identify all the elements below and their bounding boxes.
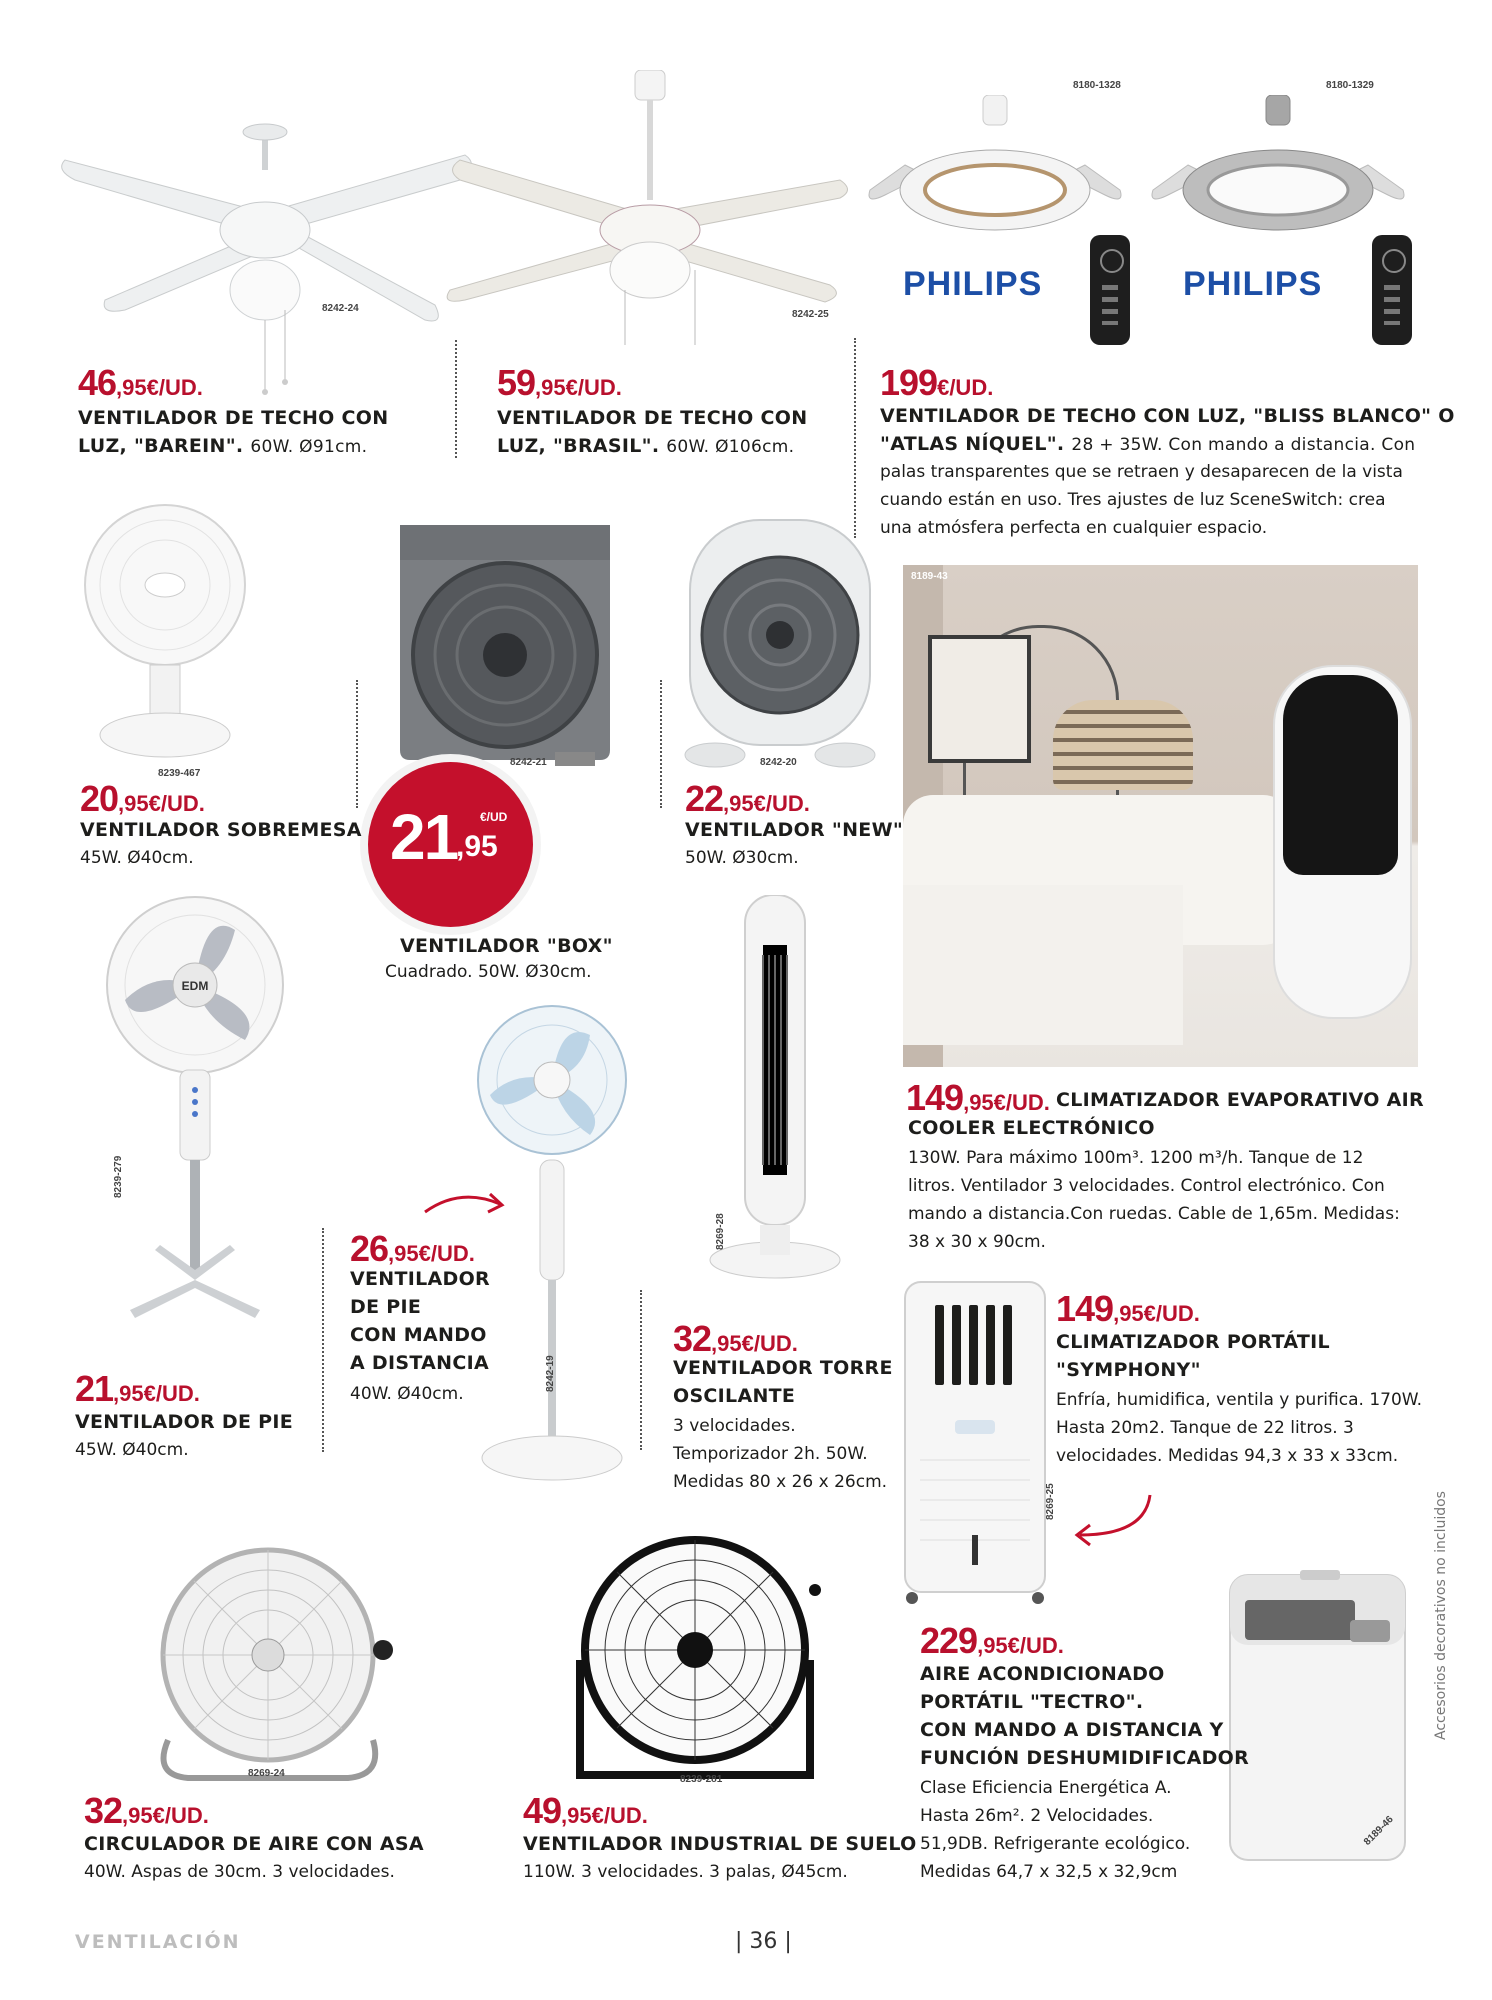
price-pie-edm: 21,95€/UD. bbox=[75, 1368, 200, 1409]
tower-fan-image bbox=[705, 895, 845, 1285]
title-industrial: VENTILADOR INDUSTRIAL DE SUELO bbox=[523, 1833, 917, 1855]
price-barein: 46,95€/UD. bbox=[78, 362, 203, 403]
product-code: 8242-19 bbox=[545, 1355, 556, 1392]
price-sobremesa: 20,95€/UD. bbox=[80, 778, 205, 819]
desc-bliss: palas transparentes que se retraen y desaparecen de la vista cuando están en uso. Tres ajustes de luz SceneSwitch: crea una atmósfera perfecta en cualquier espacio. bbox=[880, 462, 1403, 538]
product-code: 8242-25 bbox=[792, 309, 829, 320]
industrial-floor-fan-image bbox=[560, 1530, 830, 1790]
price-tectro: 229,95€/UD. bbox=[920, 1620, 1064, 1661]
price-new: 22,95€/UD. bbox=[685, 778, 810, 819]
arrow-icon bbox=[1065, 1490, 1155, 1550]
price-industrial: 49,95€/UD. bbox=[523, 1790, 648, 1831]
desc-climatizador-air: 130W. Para máximo 100m³. 1200 m³/h. Tanque de 12 litros. Ventilador 3 velocidades. Control electrónico. Con mando a distancia.Con ruedas. Cable de 1,65m. Medidas: 38 x 30 x 90cm. bbox=[908, 1148, 1400, 1252]
product-code: 8239-281 bbox=[680, 1774, 723, 1785]
philips-logo: PHILIPS bbox=[1183, 265, 1323, 303]
product-code: 8239-279 bbox=[113, 1155, 124, 1198]
remote-control-icon bbox=[1090, 235, 1130, 345]
title-pie-mando: VENTILADOR DE PIE CON MANDO A DISTANCIA bbox=[350, 1268, 490, 1374]
title-symphony: CLIMATIZADOR PORTÁTIL "SYMPHONY" bbox=[1056, 1331, 1330, 1381]
side-note: Accesorios decorativos no incluidos bbox=[1433, 1491, 1449, 1740]
desc-circulador: 40W. Aspas de 30cm. 3 velocidades. bbox=[84, 1862, 395, 1882]
title-climatizador-air: CLIMATIZADOR EVAPORATIVO AIR bbox=[1056, 1089, 1424, 1111]
title-sobremesa: VENTILADOR SOBREMESA bbox=[80, 819, 362, 841]
room-photo-climatizador bbox=[903, 565, 1418, 1067]
divider bbox=[455, 340, 457, 458]
title-brasil: VENTILADOR DE TECHO CON LUZ, "BRASIL". 60W. Ø106cm. bbox=[497, 407, 808, 457]
price-torre: 32,95€/UD. bbox=[673, 1318, 798, 1359]
desc-pie-mando: 40W. Ø40cm. bbox=[350, 1384, 464, 1404]
desc-symphony: Enfría, humidifica, ventila y purifica. 170W. Hasta 20m2. Tanque de 22 litros. 3 velocidades. Medidas 94,3 x 33 x 33cm. bbox=[1056, 1390, 1423, 1466]
pedestal-fan-remote-image bbox=[460, 1000, 640, 1500]
desc-torre: 3 velocidades. Temporizador 2h. 50W. Medidas 80 x 26 x 26cm. bbox=[673, 1416, 888, 1492]
product-code: 8269-28 bbox=[715, 1213, 726, 1250]
ceiling-fan-barein-image bbox=[55, 120, 475, 400]
title-climatizador-air-2: COOLER ELECTRÓNICO bbox=[908, 1117, 1155, 1139]
price-brasil: 59,95€/UD. bbox=[497, 362, 622, 403]
price-bliss: 199€/UD. bbox=[880, 362, 994, 403]
symphony-cooler-image bbox=[900, 1280, 1050, 1610]
divider bbox=[854, 338, 856, 538]
price-symphony: 149,95€/UD. bbox=[1056, 1288, 1200, 1329]
product-code: 8242-21 bbox=[510, 757, 547, 768]
divider bbox=[356, 680, 358, 808]
arrow-icon bbox=[420, 1182, 510, 1222]
price-circulador: 32,95€/UD. bbox=[84, 1790, 209, 1831]
product-code: 8242-24 bbox=[322, 303, 359, 314]
desc-tectro: Clase Eficiencia Energética A. Hasta 26m². 2 Velocidades. 51,9DB. Refrigerante ecológico. Medidas 64,7 x 32,5 x 32,9cm bbox=[920, 1778, 1191, 1882]
divider bbox=[322, 1228, 324, 1452]
price-pie-mando: 26,95€/UD. bbox=[350, 1228, 475, 1269]
product-code: 8269-24 bbox=[248, 1768, 285, 1779]
desc-pie-edm: 45W. Ø40cm. bbox=[75, 1440, 189, 1460]
title-torre: VENTILADOR TORRE OSCILANTE bbox=[673, 1357, 893, 1407]
remote-control-icon bbox=[1372, 235, 1412, 345]
pedestal-fan-edm-image bbox=[95, 890, 295, 1340]
footer-section-label: VENTILACIÓN bbox=[75, 1931, 241, 1953]
divider bbox=[640, 1290, 642, 1450]
divider bbox=[660, 680, 662, 808]
title-tectro: AIRE ACONDICIONADO PORTÁTIL "TECTRO". CON MANDO A DISTANCIA Y FUNCIÓN DESHUMIDIFICADOR bbox=[920, 1663, 1250, 1769]
product-code: 8189-46 bbox=[1362, 1814, 1396, 1848]
ceiling-fan-atlas-image bbox=[1148, 95, 1408, 245]
edm-logo: EDM bbox=[181, 979, 209, 993]
desc-sobremesa: 45W. Ø40cm. bbox=[80, 848, 194, 868]
new-box-fan-image bbox=[680, 510, 880, 770]
product-code: 8239-467 bbox=[158, 768, 201, 779]
desc-box: Cuadrado. 50W. Ø30cm. bbox=[385, 962, 592, 982]
price-badge-box: 21 ,95 €/UD bbox=[368, 762, 533, 927]
box-fan-image bbox=[395, 520, 615, 770]
title-new: VENTILADOR "NEW" bbox=[685, 819, 904, 841]
product-code: 8180-1328 bbox=[1073, 80, 1121, 91]
philips-logo: PHILIPS bbox=[903, 265, 1043, 303]
desk-fan-image bbox=[80, 495, 250, 765]
title-barein: VENTILADOR DE TECHO CON LUZ, "BAREIN". 60W. Ø91cm. bbox=[78, 407, 389, 457]
title-box: VENTILADOR "BOX" bbox=[400, 935, 613, 957]
desc-new: 50W. Ø30cm. bbox=[685, 848, 799, 868]
air-circulator-image bbox=[148, 1540, 418, 1790]
desc-industrial: 110W. 3 velocidades. 3 palas, Ø45cm. bbox=[523, 1862, 848, 1882]
product-code: 8242-20 bbox=[760, 757, 797, 768]
price-climatizador-air: 149,95€/UD. bbox=[906, 1077, 1050, 1118]
title-bliss: VENTILADOR DE TECHO CON LUZ, "BLISS BLANCO" O "ATLAS NÍQUEL". 28 + 35W. Con mando a distancia. Con bbox=[880, 405, 1455, 455]
product-code: 8269-25 bbox=[1045, 1483, 1056, 1520]
ceiling-fan-bliss-image bbox=[865, 95, 1125, 245]
title-pie-edm: VENTILADOR DE PIE bbox=[75, 1411, 294, 1433]
title-circulador: CIRCULADOR DE AIRE CON ASA bbox=[84, 1833, 424, 1855]
product-code: 8189-43 bbox=[911, 571, 948, 582]
page-number: | 36 | bbox=[735, 1929, 792, 1954]
product-code: 8180-1329 bbox=[1326, 80, 1374, 91]
